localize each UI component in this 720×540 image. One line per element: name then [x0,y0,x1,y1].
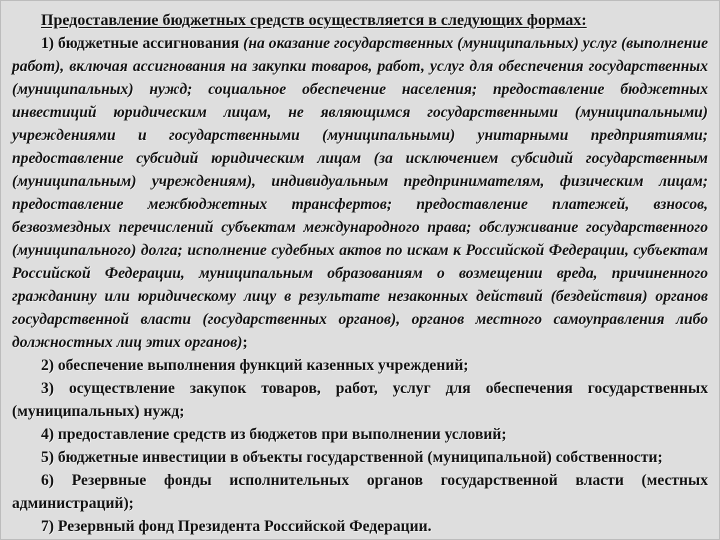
section-heading: Предоставление бюджетных средств осуществляется в следующих формах: [41,12,587,29]
list-item-1-lead: 1) бюджетные ассигнования [41,35,240,52]
list-item-1-tail: ; [242,334,248,351]
list-item-6: 6) Резервные фонды исполнительных органов государственной власти (местных администраций); [12,472,708,512]
list-item-4: 4) предоставление средств из бюджетов при выполнении условий; [41,426,507,443]
list-item-7: 7) Резервный фонд Президента Российской Федерации. [41,518,432,535]
list-item-1 [12,32,708,354]
slide-content [12,9,708,538]
list-item-5: 5) бюджетные инвестиции в объекты государственной (муниципальной) собственности; [41,449,663,466]
list-item-3: 3) осуществление закупок товаров, работ, услуг для обеспечения государственных (муниципальных) нужд; [12,380,708,420]
list-item-1-detail: (на оказание государственных (муниципальных) услуг (выполнение работ), включая ассигнования на закупки товаров, работ, услуг для обеспечения государственных (муниципальных) нужд; социальное обеспечение населения; предоставление бюджетных инвестиций юридическим лицам, не являющимся государственными (муниципальными) учреждениями и государственными (муниципальными) унитарными предприятиями; предоставление субсидий юридическим лицам (за исключением субсидий государственным (муниципальным) учреждениям), индивидуальным предпринимателям, физическим лицам; предоставление межбюджетных трансфертов; предоставление платежей, взносов, безвозмездных перечислений субъектам международного права; обслуживание государственного (муниципального) долга; исполнение судебных актов по искам к Российской Федерации, субъектам Российской Федерации, муниципальным образованиям о возмещении вреда, причиненного гражданину или юридическому лицу в результате незаконных действий (бездействия) органов государственной власти (государственных органов), органов местного самоуправления либо должностных лиц этих органов) [12,35,708,351]
list-item-2: 2) обеспечение выполнения функций казенных учреждений; [41,357,469,374]
